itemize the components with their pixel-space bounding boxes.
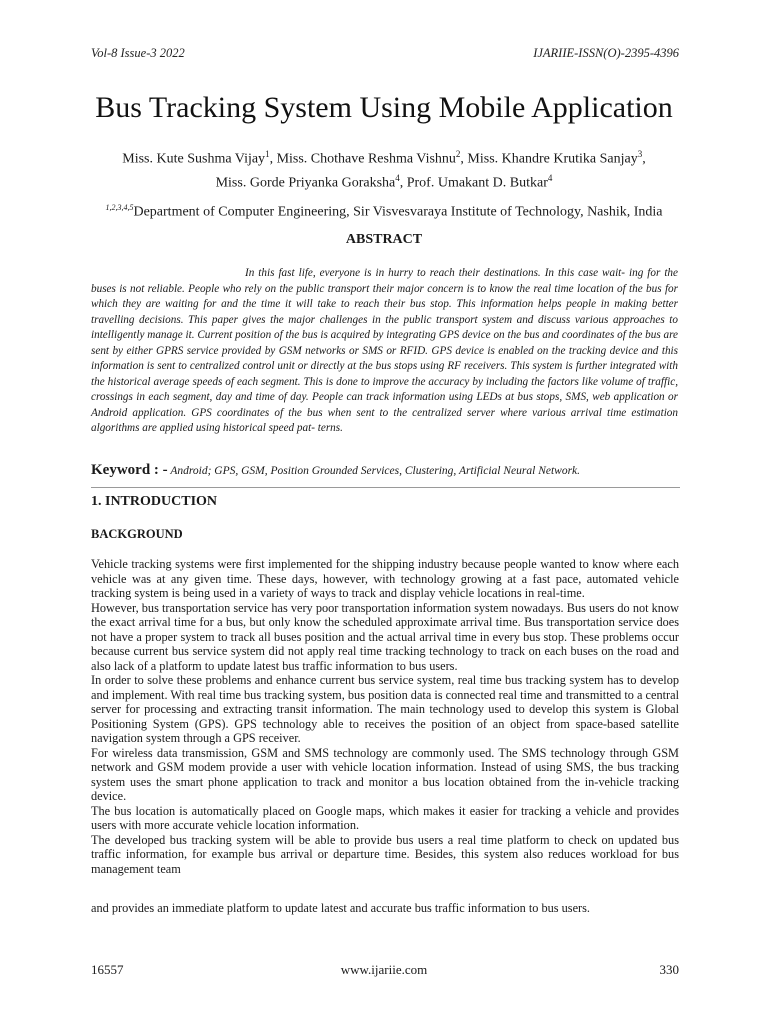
journal-volume: Vol-8 Issue-3 2022 xyxy=(91,46,185,60)
author-name: Miss. Kute Sushma Vijay xyxy=(122,151,266,167)
affiliation-text: Department of Computer Engineering, Sir Visvesvaraya Institute of Technology, Nashik, India xyxy=(133,204,663,220)
keywords-text: Android; GPS, GSM, Position Grounded Services, Clustering, Artificial Neural Network. xyxy=(167,465,581,477)
abstract-heading: ABSTRACT xyxy=(345,232,423,247)
author-list xyxy=(60,145,708,192)
paragraph: The developed bus tracking system will be able to provide bus users a real time platform to check on updated bus traffic information, for example bus arrival or departure time. Besides, this system also reduces workload for bus management team xyxy=(91,832,679,876)
journal-issn: IJARIIE-ISSN(O)-2395-4396 xyxy=(533,46,679,60)
paragraph: However, bus transportation service has very poor transportation information system nowadays. Bus users do not know the exact arrival time for a bus, but only know the scheduled approximate arrival time. Bus transportation service does not have a proper system to track all buses position and the actual arrival time in every bus stop. These problems occur because current bus service system did not apply real time tracking technology to track on each buses on the road and also lack of a platform to update latest bus traffic information to bus users. xyxy=(91,600,679,673)
paragraph: The bus location is automatically placed on Google maps, which makes it easier for tracking a vehicle and provides users with more accurate vehicle location information. xyxy=(91,803,679,832)
author-sup: 1 xyxy=(265,149,270,159)
paper-id: 16557 xyxy=(91,962,124,977)
author-sup: 4 xyxy=(395,172,400,183)
section-divider xyxy=(91,487,680,488)
author-sep: , xyxy=(399,175,407,191)
introduction-body xyxy=(91,557,679,876)
closing-paragraph: and provides an immediate platform to update latest and accurate bus traffic information to bus users. xyxy=(91,901,591,915)
author-name: Miss. Chothave Reshma Vishnu xyxy=(276,151,456,167)
paragraph: Vehicle tracking systems were first implemented for the shipping industry because people wanted to know where each vehicle was at any given time. These days, however, with technology growing at a fast pace, automated vehicle tracking system is being used in a variety of ways to track and display vehicle locations in real-time. xyxy=(91,557,679,600)
author-sep: , xyxy=(269,151,277,167)
keywords-label: Keyword : - xyxy=(91,462,168,478)
affiliation xyxy=(60,198,708,222)
section-heading: 1. INTRODUCTION xyxy=(91,494,218,509)
abstract-text: In this fast life, everyone is in hurry to reach their destinations. In this case wait- ing for the buses is not reliable. People who rely on the public transport their major concern is to know the real time location of the bus for which they are waiting for and the time it will take to reach their bus stop. This information helps people in making better travelling decisions. This paper gives the major challenges in the public transport system and discuss various approaches to intelligently manage it. Current position of the bus is acquired by integrating GPS device on the bus and coordinates of the bus are sent by either GPRS service provided by GSM networks or SMS or RFID. GPS device is enabled on the tracking device and this information is sent to centralized control unit or directly at the bus stops using RF receivers. This system is further integrated with the historical average speeds of each segment. This is done to improve the accuracy by including the factors like volume of traffic, crossings in each segment, day and time of day. People can track information using LEDs at bus stops, SMS, web application or Android application. GPS coordinates of the bus when sent to the centralized server where various arrival time estimation algorithms are applied using historical speed pat- terns. xyxy=(91,267,678,434)
affiliation-sup: 1,2,3,4,5 xyxy=(105,203,134,212)
author-name: Miss. Khandre Krutika Sanjay xyxy=(467,151,638,167)
page-number: 330 xyxy=(659,962,679,977)
subsection-heading: BACKGROUND xyxy=(91,527,183,541)
paragraph: In order to solve these problems and enhance current bus service system, real time bus tracking system has to develop and implement. With real time bus tracking system, bus position data is connected real time and transmitted to a central server for processing and extracting transit information. The main technology used to develop this system is Global Positioning System (GPS). GPS technology able to receives the position of an object from space-based satellite navigation system through a GPS receiver. xyxy=(91,673,679,745)
journal-website: www.ijariie.com xyxy=(340,962,428,977)
author-name: Prof. Umakant D. Butkar xyxy=(406,175,548,191)
author-sep: , xyxy=(642,151,646,167)
author-sup: 4 xyxy=(547,172,553,183)
keywords xyxy=(91,462,681,479)
paragraph: For wireless data transmission, GSM and SMS technology are commonly used. The SMS technology through GSM network and GSM modem provide a user with vehicle location information. Instead of using SMS, the bus tracking system uses the smart phone application to track and monitor a bus location obtained from the in-vehicle tracking device. xyxy=(91,745,679,803)
author-sep: , xyxy=(460,151,468,167)
author-sup: 3 xyxy=(637,149,643,159)
author-sup: 2 xyxy=(455,149,461,159)
author-name: Miss. Gorde Priyanka Goraksha xyxy=(215,175,396,191)
paper-title: Bus Tracking System Using Mobile Application xyxy=(95,91,673,124)
